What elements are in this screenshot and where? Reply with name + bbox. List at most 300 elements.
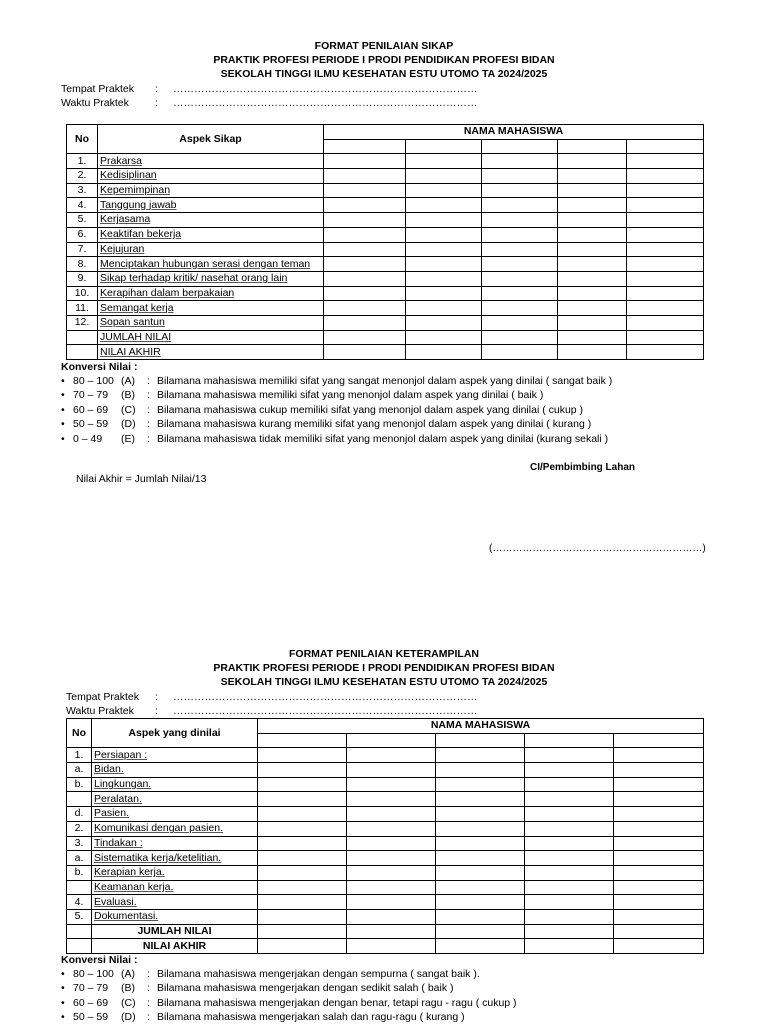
grade-description: Bilamana mahasiswa mengerjakan salah dan ragu-ragu ( kurang ) bbox=[157, 1011, 465, 1024]
grade-letter: (D) bbox=[121, 418, 136, 431]
row-aspect: Keaktifan bekerja bbox=[98, 227, 324, 242]
score-cell[interactable] bbox=[558, 169, 627, 184]
row-number: 5. bbox=[67, 213, 98, 228]
score-cell[interactable] bbox=[406, 154, 482, 169]
score-cell[interactable] bbox=[482, 169, 558, 184]
konversi-item bbox=[61, 417, 591, 431]
konversi-item bbox=[61, 1010, 465, 1024]
bullet-icon: • bbox=[61, 389, 65, 402]
score-cell[interactable] bbox=[614, 763, 704, 778]
student-name-cell[interactable] bbox=[406, 139, 482, 154]
table-row bbox=[67, 821, 704, 836]
score-cell[interactable] bbox=[525, 895, 614, 910]
score-cell[interactable] bbox=[347, 851, 436, 866]
row-aspect: Kerjasama bbox=[98, 213, 324, 228]
row-aspect: Kejujuran bbox=[98, 242, 324, 257]
score-cell[interactable] bbox=[525, 763, 614, 778]
score-cell[interactable] bbox=[614, 909, 704, 924]
row-aspect: Pasien. bbox=[92, 807, 258, 822]
info-dots: …………………………………………………………………………… bbox=[173, 97, 478, 109]
score-range: 80 – 100 bbox=[73, 968, 114, 980]
score-cell[interactable] bbox=[436, 763, 525, 778]
score-cell[interactable] bbox=[627, 183, 704, 198]
score-cell[interactable] bbox=[627, 198, 704, 213]
score-cell[interactable] bbox=[258, 821, 347, 836]
row-number: 8. bbox=[67, 257, 98, 272]
score-cell[interactable] bbox=[525, 792, 614, 807]
info-label: Tempat Praktek bbox=[66, 691, 139, 703]
form2-assessment-table bbox=[66, 718, 704, 954]
score-cell[interactable] bbox=[482, 183, 558, 198]
row-number: 6. bbox=[67, 227, 98, 242]
row-aspect: Sikap terhadap kritik/ nasehat orang lain bbox=[98, 271, 324, 286]
score-cell[interactable] bbox=[525, 836, 614, 851]
row-number bbox=[67, 792, 92, 807]
score-cell[interactable] bbox=[406, 330, 482, 345]
score-cell[interactable] bbox=[614, 836, 704, 851]
row-number bbox=[67, 924, 92, 939]
score-range: 0 – 49 bbox=[73, 432, 103, 445]
score-cell[interactable] bbox=[558, 213, 627, 228]
score-cell[interactable] bbox=[406, 315, 482, 330]
table-row bbox=[67, 763, 704, 778]
row-aspect: Keamanan kerja. bbox=[92, 880, 258, 895]
table-row bbox=[67, 242, 704, 257]
score-cell[interactable] bbox=[482, 213, 558, 228]
row-number: 2. bbox=[67, 821, 92, 836]
row-aspect: Tanggung jawab bbox=[98, 198, 324, 213]
score-cell[interactable] bbox=[347, 924, 436, 939]
score-cell[interactable] bbox=[258, 924, 347, 939]
score-cell[interactable] bbox=[614, 895, 704, 910]
score-cell[interactable] bbox=[406, 213, 482, 228]
score-cell[interactable] bbox=[347, 836, 436, 851]
grade-description: Bilamana mahasiswa mengerjakan dengan sempurna ( sangat baik ). bbox=[157, 968, 480, 980]
grade-letter: (C) bbox=[121, 403, 136, 416]
score-cell[interactable] bbox=[614, 939, 704, 954]
score-cell[interactable] bbox=[482, 345, 558, 360]
konversi-colon: : bbox=[147, 968, 150, 980]
grade-description: Bilamana mahasiswa mengerjakan dengan sedikit salah ( baik ) bbox=[157, 982, 454, 995]
grade-description: Bilamana mahasiswa tidak memiliki sifat yang menonjol dalam aspek yang dinilai (kurang sekali ) bbox=[157, 432, 609, 445]
form1-title-line: SEKOLAH TINGGI ILMU KESEHATAN ESTU UTOMO TA 2024/2025 bbox=[220, 68, 548, 80]
score-cell[interactable] bbox=[324, 301, 406, 316]
score-cell[interactable] bbox=[436, 895, 525, 910]
score-cell[interactable] bbox=[482, 242, 558, 257]
score-cell[interactable] bbox=[258, 865, 347, 880]
score-cell[interactable] bbox=[614, 821, 704, 836]
row-number: a. bbox=[67, 851, 92, 866]
score-cell[interactable] bbox=[324, 315, 406, 330]
score-cell[interactable] bbox=[324, 198, 406, 213]
grade-description: Bilamana mahasiswa memiliki sifat yang menonjol dalam aspek yang dinilai ( baik ) bbox=[157, 389, 544, 402]
table-row bbox=[67, 345, 704, 360]
row-aspect: Persiapan : bbox=[92, 748, 258, 763]
score-cell[interactable] bbox=[324, 169, 406, 184]
konversi-colon: : bbox=[147, 389, 150, 402]
row-number bbox=[67, 330, 98, 345]
grade-letter: (D) bbox=[121, 1011, 136, 1024]
row-summary-label: JUMLAH NILAI bbox=[92, 924, 258, 939]
row-aspect: Kerapihan dalam berpakaian bbox=[98, 286, 324, 301]
column-header-no: No bbox=[67, 719, 92, 748]
score-cell[interactable] bbox=[482, 286, 558, 301]
konversi-item bbox=[61, 996, 517, 1010]
score-cell[interactable] bbox=[324, 345, 406, 360]
info-colon: : bbox=[155, 97, 158, 109]
score-cell[interactable] bbox=[525, 748, 614, 763]
score-cell[interactable] bbox=[324, 271, 406, 286]
score-cell[interactable] bbox=[436, 748, 525, 763]
table-row bbox=[67, 257, 704, 272]
row-aspect: Dokumentasi. bbox=[92, 909, 258, 924]
konversi-colon: : bbox=[147, 432, 150, 445]
score-cell[interactable] bbox=[627, 154, 704, 169]
score-cell[interactable] bbox=[347, 880, 436, 895]
score-cell[interactable] bbox=[324, 227, 406, 242]
score-cell[interactable] bbox=[627, 330, 704, 345]
score-cell[interactable] bbox=[482, 271, 558, 286]
row-aspect: NILAI AKHIR bbox=[98, 345, 324, 360]
row-number: 1. bbox=[67, 154, 98, 169]
row-aspect: Prakarsa bbox=[98, 154, 324, 169]
table-row bbox=[67, 909, 704, 924]
score-cell[interactable] bbox=[482, 198, 558, 213]
score-cell[interactable] bbox=[436, 865, 525, 880]
student-name-cell[interactable] bbox=[627, 139, 704, 154]
row-number: 4. bbox=[67, 895, 92, 910]
bullet-icon: • bbox=[61, 968, 65, 980]
score-cell[interactable] bbox=[558, 286, 627, 301]
form2-title-line: SEKOLAH TINGGI ILMU KESEHATAN ESTU UTOMO TA 2024/2025 bbox=[220, 676, 548, 688]
table-row bbox=[67, 792, 704, 807]
table-row bbox=[67, 301, 704, 316]
score-cell[interactable] bbox=[436, 924, 525, 939]
student-name-cell[interactable] bbox=[258, 733, 347, 748]
bullet-icon: • bbox=[61, 403, 65, 416]
row-aspect: Kepemimpinan bbox=[98, 183, 324, 198]
student-name-cell[interactable] bbox=[614, 733, 704, 748]
score-cell[interactable] bbox=[614, 924, 704, 939]
info-label: Waktu Praktek bbox=[66, 705, 134, 717]
score-cell[interactable] bbox=[525, 807, 614, 822]
score-cell[interactable] bbox=[347, 748, 436, 763]
score-cell[interactable] bbox=[347, 807, 436, 822]
bullet-icon: • bbox=[61, 996, 65, 1009]
score-cell[interactable] bbox=[558, 154, 627, 169]
form1-formula: Nilai Akhir = Jumlah Nilai/13 bbox=[76, 473, 207, 485]
score-cell[interactable] bbox=[258, 909, 347, 924]
info-label: Tempat Praktek bbox=[61, 83, 134, 95]
score-cell[interactable] bbox=[525, 851, 614, 866]
score-cell[interactable] bbox=[558, 271, 627, 286]
score-cell[interactable] bbox=[436, 939, 525, 954]
konversi-item bbox=[61, 374, 612, 388]
score-cell[interactable] bbox=[614, 792, 704, 807]
konversi-item bbox=[61, 403, 583, 417]
score-cell[interactable] bbox=[525, 924, 614, 939]
score-cell[interactable] bbox=[347, 777, 436, 792]
score-cell[interactable] bbox=[324, 213, 406, 228]
table-row bbox=[67, 213, 704, 228]
form1-signature-line[interactable]: (………………………………………………………) bbox=[489, 543, 706, 554]
score-cell[interactable] bbox=[324, 183, 406, 198]
score-cell[interactable] bbox=[258, 763, 347, 778]
table-row bbox=[67, 315, 704, 330]
table-row bbox=[67, 183, 704, 198]
score-cell[interactable] bbox=[558, 345, 627, 360]
score-cell[interactable] bbox=[347, 939, 436, 954]
score-cell[interactable] bbox=[627, 301, 704, 316]
student-name-cell[interactable] bbox=[558, 139, 627, 154]
score-cell[interactable] bbox=[324, 154, 406, 169]
score-cell[interactable] bbox=[558, 242, 627, 257]
score-cell[interactable] bbox=[324, 257, 406, 272]
score-cell[interactable] bbox=[258, 807, 347, 822]
row-aspect: Menciptakan hubungan serasi dengan teman bbox=[98, 257, 324, 272]
score-cell[interactable] bbox=[482, 227, 558, 242]
score-cell[interactable] bbox=[558, 198, 627, 213]
form1-tempat-praktek[interactable] bbox=[61, 82, 478, 96]
score-range: 50 – 59 bbox=[73, 1011, 109, 1024]
info-colon: : bbox=[155, 691, 158, 703]
form2-title-line: FORMAT PENILAIAN KETERAMPILAN bbox=[289, 648, 479, 660]
row-aspect: Semangat kerja bbox=[98, 301, 324, 316]
score-cell[interactable] bbox=[627, 242, 704, 257]
row-aspect: Sistematika kerja/ketelitian. bbox=[92, 851, 258, 866]
score-cell[interactable] bbox=[436, 851, 525, 866]
score-cell[interactable] bbox=[258, 880, 347, 895]
row-aspect: Komunikasi dengan pasien. bbox=[92, 821, 258, 836]
row-aspect: Sopan santun bbox=[98, 315, 324, 330]
score-cell[interactable] bbox=[406, 198, 482, 213]
table-row bbox=[67, 880, 704, 895]
score-cell[interactable] bbox=[406, 257, 482, 272]
score-cell[interactable] bbox=[324, 242, 406, 257]
score-cell[interactable] bbox=[482, 301, 558, 316]
score-cell[interactable] bbox=[482, 315, 558, 330]
score-cell[interactable] bbox=[347, 895, 436, 910]
score-cell[interactable] bbox=[258, 939, 347, 954]
row-aspect: Kerapian kerja. bbox=[92, 865, 258, 880]
score-cell[interactable] bbox=[406, 301, 482, 316]
score-cell[interactable] bbox=[406, 183, 482, 198]
score-cell[interactable] bbox=[525, 939, 614, 954]
score-cell[interactable] bbox=[406, 227, 482, 242]
score-cell[interactable] bbox=[558, 227, 627, 242]
score-cell[interactable] bbox=[614, 865, 704, 880]
score-cell[interactable] bbox=[614, 880, 704, 895]
row-number: 1. bbox=[67, 748, 92, 763]
table-row bbox=[67, 939, 704, 954]
row-aspect: Evaluasi. bbox=[92, 895, 258, 910]
row-aspect: Bidan. bbox=[92, 763, 258, 778]
table-row bbox=[67, 286, 704, 301]
form1-waktu-praktek[interactable] bbox=[61, 96, 478, 110]
konversi-colon: : bbox=[147, 418, 150, 431]
score-cell[interactable] bbox=[406, 345, 482, 360]
score-cell[interactable] bbox=[627, 271, 704, 286]
row-aspect: Peralatan. bbox=[92, 792, 258, 807]
row-number: a. bbox=[67, 763, 92, 778]
student-name-cell[interactable] bbox=[324, 139, 406, 154]
table-row bbox=[67, 748, 704, 763]
score-cell[interactable] bbox=[482, 257, 558, 272]
score-cell[interactable] bbox=[436, 821, 525, 836]
info-label: Waktu Praktek bbox=[61, 97, 129, 109]
table-row bbox=[67, 271, 704, 286]
form1-title-line: PRAKTIK PROFESI PERIODE I PRODI PENDIDIKAN PROFESI BIDAN bbox=[213, 54, 555, 66]
konversi-item bbox=[61, 432, 608, 446]
score-cell[interactable] bbox=[558, 315, 627, 330]
score-cell[interactable] bbox=[525, 865, 614, 880]
score-cell[interactable] bbox=[324, 330, 406, 345]
table-row bbox=[67, 895, 704, 910]
score-cell[interactable] bbox=[525, 909, 614, 924]
student-name-cell[interactable] bbox=[525, 733, 614, 748]
row-aspect: Kedisiplinan bbox=[98, 169, 324, 184]
column-header-student-names: NAMA MAHASISWA bbox=[258, 719, 704, 734]
row-number: 11. bbox=[67, 301, 98, 316]
score-cell[interactable] bbox=[258, 851, 347, 866]
student-name-cell[interactable] bbox=[482, 139, 558, 154]
score-cell[interactable] bbox=[627, 345, 704, 360]
grade-letter: (A) bbox=[121, 968, 135, 980]
row-number: 12. bbox=[67, 315, 98, 330]
konversi-colon: : bbox=[147, 1011, 150, 1024]
row-number: 3. bbox=[67, 183, 98, 198]
score-cell[interactable] bbox=[258, 748, 347, 763]
score-cell[interactable] bbox=[627, 169, 704, 184]
score-cell[interactable] bbox=[347, 865, 436, 880]
score-cell[interactable] bbox=[614, 777, 704, 792]
table-row bbox=[67, 836, 704, 851]
column-header-aspect: Aspek Sikap bbox=[98, 125, 324, 154]
row-aspect: Lingkungan. bbox=[92, 777, 258, 792]
konversi-item bbox=[61, 388, 543, 402]
grade-letter: (B) bbox=[121, 389, 135, 402]
score-cell[interactable] bbox=[436, 777, 525, 792]
score-cell[interactable] bbox=[482, 330, 558, 345]
score-cell[interactable] bbox=[324, 286, 406, 301]
form1-title-line: FORMAT PENILAIAN SIKAP bbox=[314, 40, 454, 52]
score-cell[interactable] bbox=[525, 777, 614, 792]
table-row bbox=[67, 330, 704, 345]
score-range: 70 – 79 bbox=[73, 389, 109, 402]
score-cell[interactable] bbox=[558, 301, 627, 316]
score-cell[interactable] bbox=[558, 257, 627, 272]
score-cell[interactable] bbox=[525, 880, 614, 895]
row-number: 7. bbox=[67, 242, 98, 257]
info-colon: : bbox=[155, 705, 158, 717]
column-header-no: No bbox=[67, 125, 98, 154]
konversi-colon: : bbox=[147, 996, 150, 1009]
form2-waktu-praktek[interactable] bbox=[66, 704, 478, 718]
score-cell[interactable] bbox=[258, 777, 347, 792]
score-cell[interactable] bbox=[347, 792, 436, 807]
info-dots: …………………………………………………………………………… bbox=[173, 691, 478, 703]
score-cell[interactable] bbox=[614, 807, 704, 822]
score-range: 60 – 69 bbox=[73, 403, 109, 416]
score-cell[interactable] bbox=[525, 821, 614, 836]
row-number: b. bbox=[67, 865, 92, 880]
row-number: 2. bbox=[67, 169, 98, 184]
score-cell[interactable] bbox=[258, 792, 347, 807]
score-cell[interactable] bbox=[436, 807, 525, 822]
grade-letter: (C) bbox=[121, 996, 136, 1009]
score-cell[interactable] bbox=[558, 183, 627, 198]
form2-tempat-praktek[interactable] bbox=[66, 690, 478, 704]
score-cell[interactable] bbox=[406, 286, 482, 301]
score-cell[interactable] bbox=[482, 154, 558, 169]
table-row bbox=[67, 154, 704, 169]
score-cell[interactable] bbox=[258, 895, 347, 910]
score-cell[interactable] bbox=[406, 242, 482, 257]
bullet-icon: • bbox=[61, 375, 65, 387]
column-header-student-names: NAMA MAHASISWA bbox=[324, 125, 704, 140]
bullet-icon: • bbox=[61, 982, 65, 995]
grade-description: Bilamana mahasiswa mengerjakan dengan benar, tetapi ragu - ragu ( cukup ) bbox=[157, 996, 517, 1009]
score-cell[interactable] bbox=[347, 909, 436, 924]
score-cell[interactable] bbox=[436, 792, 525, 807]
grade-letter: (E) bbox=[121, 432, 135, 445]
row-aspect: Tindakan : bbox=[92, 836, 258, 851]
row-number bbox=[67, 880, 92, 895]
score-cell[interactable] bbox=[614, 851, 704, 866]
row-number: 3. bbox=[67, 836, 92, 851]
score-cell[interactable] bbox=[627, 213, 704, 228]
row-number: d. bbox=[67, 807, 92, 822]
row-number: b. bbox=[67, 777, 92, 792]
row-number: 4. bbox=[67, 198, 98, 213]
score-cell[interactable] bbox=[627, 227, 704, 242]
score-range: 80 – 100 bbox=[73, 375, 114, 387]
grade-description: Bilamana mahasiswa cukup memiliki sifat yang menonjol dalam aspek yang dinilai ( cukup ) bbox=[157, 403, 584, 416]
konversi-colon: : bbox=[147, 982, 150, 995]
student-name-cell[interactable] bbox=[347, 733, 436, 748]
bullet-icon: • bbox=[61, 418, 65, 431]
grade-description: Bilamana mahasiswa memiliki sifat yang sangat menonjol dalam aspek yang dinilai ( sangat baik ) bbox=[157, 375, 613, 387]
score-cell[interactable] bbox=[627, 315, 704, 330]
score-cell[interactable] bbox=[347, 821, 436, 836]
score-range: 50 – 59 bbox=[73, 418, 109, 431]
row-number bbox=[67, 345, 98, 360]
score-cell[interactable] bbox=[614, 748, 704, 763]
table-row bbox=[67, 865, 704, 880]
score-cell[interactable] bbox=[436, 880, 525, 895]
student-name-cell[interactable] bbox=[436, 733, 525, 748]
score-cell[interactable] bbox=[436, 836, 525, 851]
info-dots: …………………………………………………………………………… bbox=[173, 83, 478, 95]
score-cell[interactable] bbox=[436, 909, 525, 924]
score-cell[interactable] bbox=[347, 763, 436, 778]
score-cell[interactable] bbox=[627, 257, 704, 272]
form2-konversi-title: Konversi Nilai : bbox=[61, 954, 138, 966]
grade-letter: (B) bbox=[121, 982, 135, 995]
score-cell[interactable] bbox=[558, 330, 627, 345]
table-row bbox=[67, 807, 704, 822]
konversi-item bbox=[61, 967, 480, 981]
score-cell[interactable] bbox=[406, 271, 482, 286]
score-cell[interactable] bbox=[406, 169, 482, 184]
info-dots: …………………………………………………………………………… bbox=[173, 705, 478, 717]
score-cell[interactable] bbox=[258, 836, 347, 851]
table-row bbox=[67, 851, 704, 866]
row-number: 9. bbox=[67, 271, 98, 286]
bullet-icon: • bbox=[61, 1011, 65, 1024]
score-cell[interactable] bbox=[627, 286, 704, 301]
bullet-icon: • bbox=[61, 432, 65, 445]
